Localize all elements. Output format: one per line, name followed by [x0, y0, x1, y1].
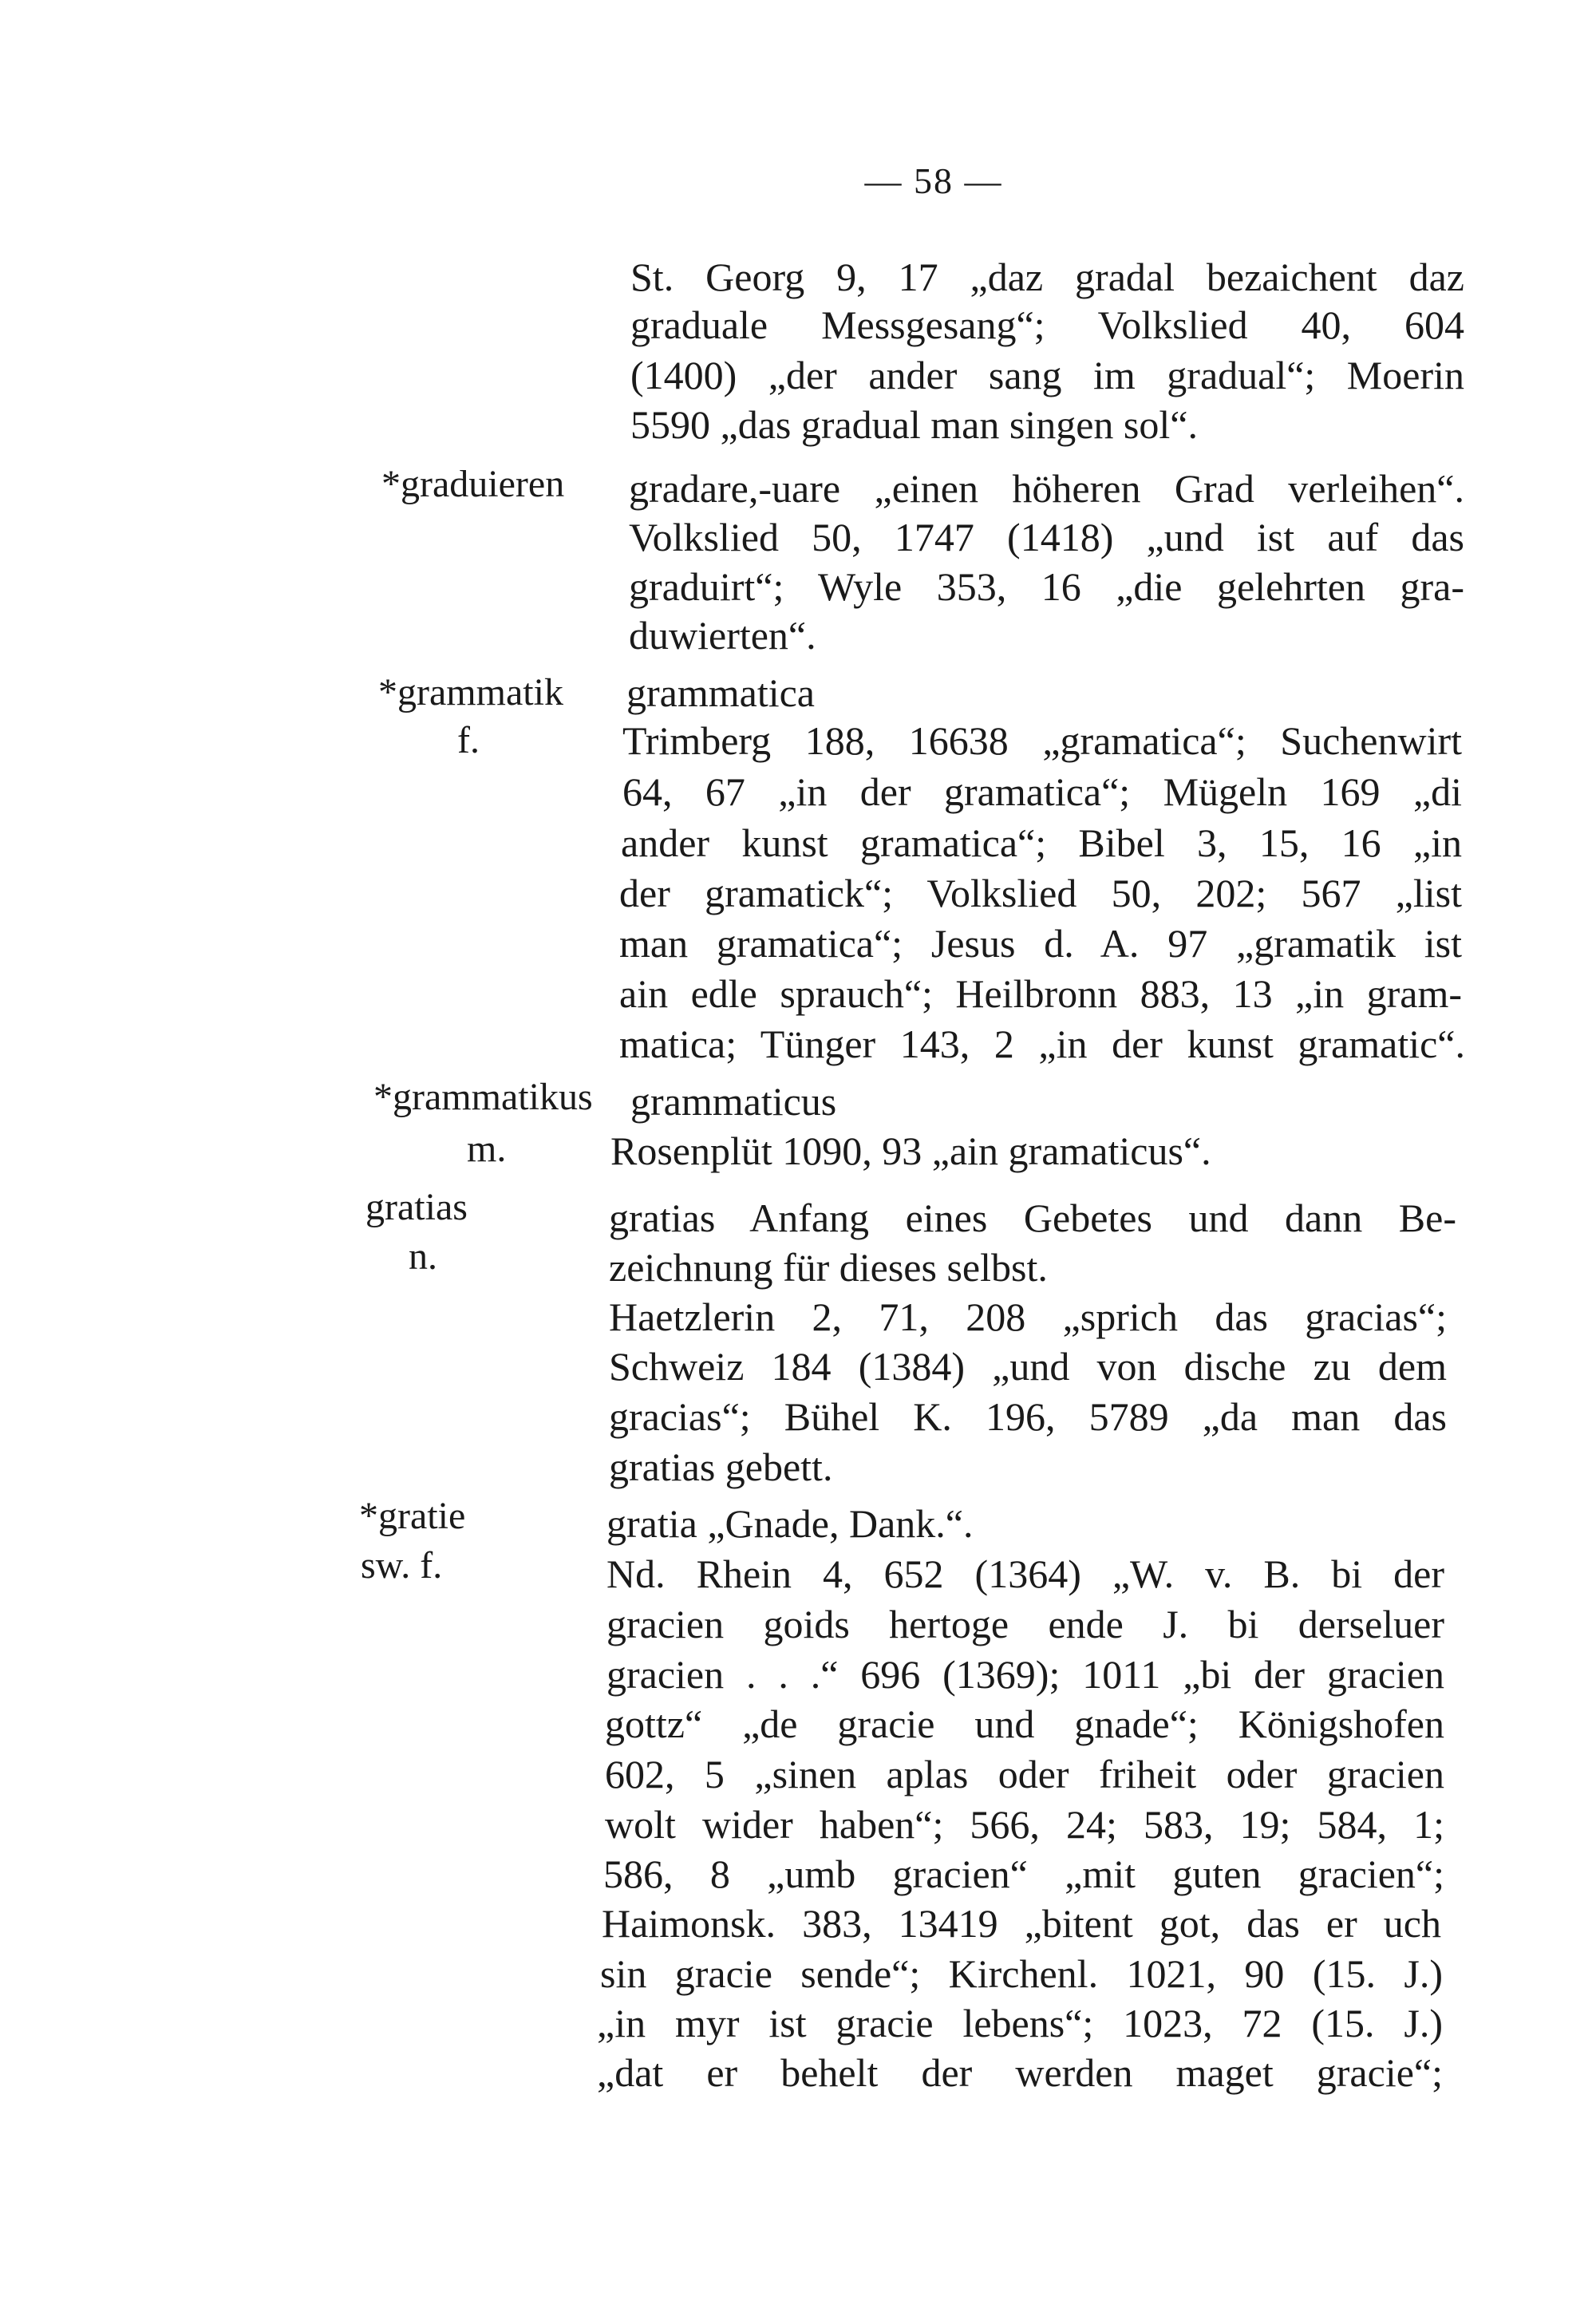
entry-line: man gramatica“; Jesus d. A. 97 „gramatik ist [619, 921, 1462, 966]
continuation-line: (1400) „der ander sang im gradual“; Moerin [630, 353, 1464, 397]
entry-line: grammaticus [630, 1079, 837, 1124]
entry-line: 602, 5 „sinen aplas oder friheit oder gracien [605, 1752, 1444, 1796]
entry-line: Nd. Rhein 4, 652 (1364) „W. v. B. bi der [606, 1551, 1444, 1596]
entry-line: gratia „Gnade, Dank.“. [606, 1501, 974, 1546]
entry-headword: *gratie [359, 1495, 466, 1537]
entry-line: „in myr ist gracie lebens“; 1023, 72 (15. J.) [597, 2001, 1443, 2045]
entry-line: zeichnung für dieses selbst. [609, 1245, 1048, 1290]
entry-line: duwierten“. [629, 613, 816, 658]
entry-headword: gratias [365, 1186, 468, 1228]
entry-line: gracien goids hertoge ende J. bi derseluer [606, 1602, 1444, 1646]
entry-line: wolt wider haben“; 566, 24; 583, 19; 584, 1; [605, 1802, 1444, 1847]
entry-line: Rosenplüt 1090, 93 „ain gramaticus“. [610, 1128, 1211, 1173]
entry-headword: *grammatik [378, 671, 563, 713]
entry-headword: *graduieren [381, 463, 565, 505]
entry-line: Trimberg 188, 16638 „gramatica“; Suchenwirt [622, 718, 1462, 763]
entry-line: gratias gebett. [609, 1445, 833, 1489]
continuation-line: 5590 „das gradual man singen sol“. [630, 402, 1198, 447]
entry-line: der gramatick“; Volkslied 50, 202; 567 „list [619, 871, 1462, 915]
entry-line: Schweiz 184 (1384) „und von dische zu dem [609, 1344, 1447, 1389]
entry-line: gradare,-uare „einen höheren Grad verleihen“. [629, 466, 1464, 511]
entry-line: 64, 67 „in der gramatica“; Mügeln 169 „di [622, 769, 1462, 814]
entry-line: gracias“; Bühel K. 196, 5789 „da man das [609, 1394, 1447, 1439]
entry-line: Haetzlerin 2, 71, 208 „sprich das gracias“; [609, 1294, 1447, 1339]
continuation-line: St. Georg 9, 17 „daz gradal bezaichent daz [630, 255, 1464, 299]
entry-line: ain edle sprauch“; Heilbronn 883, 13 „in gram- [619, 971, 1462, 1016]
entry-line: matica; Tünger 143, 2 „in der kunst gramatic“. [619, 1022, 1465, 1066]
entry-grammar: m. [467, 1128, 507, 1170]
entry-line: „dat er behelt der werden maget gracie“; [597, 2050, 1443, 2095]
entry-grammar: sw. f. [361, 1544, 443, 1587]
entry-line: 586, 8 „umb gracien“ „mit guten gracien“; [603, 1852, 1444, 1896]
entry-line: gottz“ „de gracie und gnade“; Königshofen [605, 1701, 1444, 1746]
entry-line: Volkslied 50, 1747 (1418) „und ist auf das [629, 515, 1464, 559]
continuation-line: graduale Messgesang“; Volkslied 40, 604 [630, 302, 1464, 347]
entry-grammar: n. [409, 1235, 437, 1278]
page-number: — 58 — [864, 160, 1003, 201]
entry-line: sin gracie sende“; Kirchenl. 1021, 90 (15. J.) [600, 1951, 1443, 1996]
entry-grammar: f. [457, 719, 480, 761]
entry-line: grammatica [626, 670, 815, 715]
entry-line: gratias Anfang eines Gebetes und dann Be- [609, 1196, 1456, 1240]
entry-line: ander kunst gramatica“; Bibel 3, 15, 16 „in [621, 820, 1462, 865]
entry-headword: *grammatikus [373, 1076, 593, 1118]
entry-line: graduirt“; Wyle 353, 16 „die gelehrten gra- [629, 564, 1464, 609]
entry-line: gracien . . .“ 696 (1369); 1011 „bi der gracien [606, 1652, 1444, 1697]
entry-line: Haimonsk. 383, 13419 „bitent got, das er uch [602, 1901, 1441, 1946]
